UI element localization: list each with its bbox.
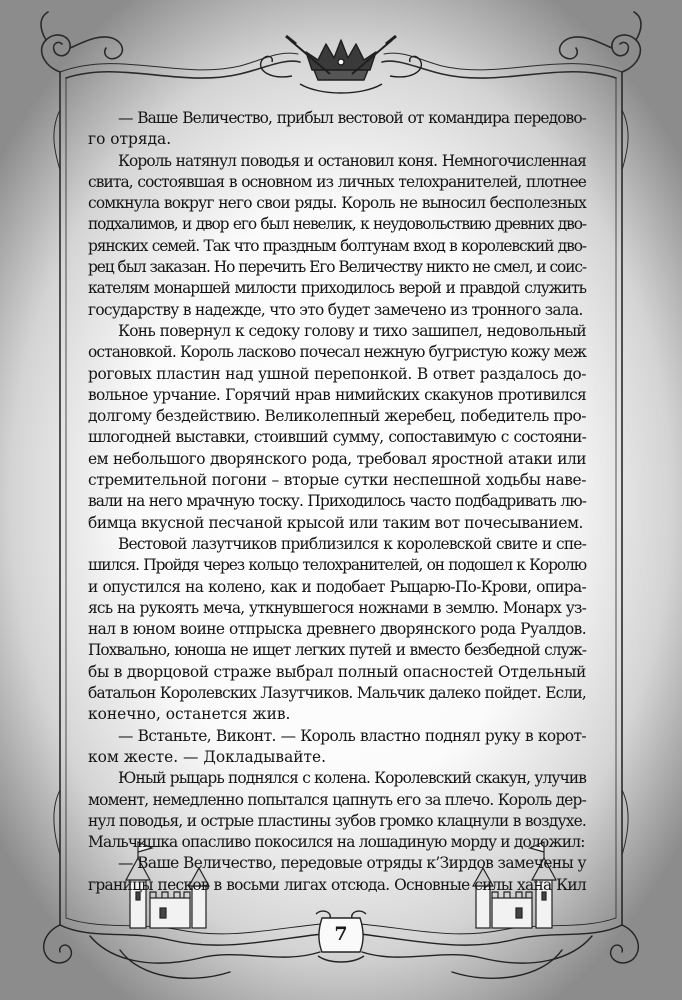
- body-text: [88, 108, 586, 896]
- text-line: границы песков в восьми лигах отсюда. Основные силы хана Кил: [88, 875, 586, 894]
- text-line: остановкой. Король ласково почесал нежную бугристую кожу меж: [88, 343, 586, 362]
- text-line: ком жесте. — Докладывайте.: [88, 747, 327, 766]
- text-line: шлогодней выставки, стоивший сумму, сопоставимую с состояни-: [88, 428, 586, 447]
- text-line: Вестовой лазутчиков приблизился к королевской свите и спе-: [118, 534, 586, 553]
- text-line: Мальчишка опасливо покосился на лошадиную морду и доложил:: [88, 833, 585, 852]
- text-line: роговых пластин над ушной перепонкой. В ответ раздалось до-: [88, 364, 586, 383]
- text-line: свита, состоявшая в основном из личных телохранителей, плотнее: [88, 172, 586, 191]
- text-line: нал в юном воине отпрыска древнего дворянского рода Руалдов.: [88, 620, 586, 639]
- text-line: кателям монаршей милости приходилось верой и правдой служить: [88, 279, 586, 298]
- text-line: — Встаньте, Виконт. — Король властно поднял руку в корот-: [118, 726, 586, 745]
- page-number: 7: [334, 923, 348, 945]
- text-line: шился. Пройдя через кольцо телохранителей, он подошел к Королю: [88, 556, 586, 575]
- text-line: стремительной погони – вторые сутки неспешной ходьбы наве-: [88, 471, 586, 490]
- text-line: сомкнула вокруг него свои ряды. Король не выносил бесполезных: [88, 194, 586, 213]
- text-line: подхалимов, и двор его был невелик, к неудовольствию древних дво-: [88, 215, 586, 234]
- text-line: ем небольшого дворянского рода, требовал яростной атаки или: [88, 449, 586, 468]
- text-line: рец был заказан. Но перечить Его Величеству никто не смел, и соис-: [88, 258, 586, 277]
- text-line: Юный рыцарь поднялся с колена. Королевский скакун, улучив: [118, 769, 586, 788]
- text-line: государству в надежде, что это будет замечено из тронного зала.: [88, 300, 583, 319]
- text-line: — Ваше Величество, прибыл вестовой от командира передово-: [118, 109, 586, 127]
- text-line: и опустился на колено, как и подобает Рыцарю-По-Крови, опира-: [88, 577, 586, 596]
- text-line: вольное урчание. Горячий нрав нимийских скакунов противился: [88, 385, 586, 404]
- text-line: бы в дворцовой страже выбрал полный опасностей Отдельный: [88, 662, 586, 681]
- text-line: момент, немедленно попытался цапнуть его за плечо. Король дер-: [88, 790, 586, 809]
- text-line: — Ваше Величество, передовые отряды к’Зирдов замечены у: [118, 854, 586, 873]
- text-line: рянских семей. Так что праздным болтунам вход в королевский дво-: [88, 236, 586, 255]
- text-line: го отряда.: [88, 130, 172, 149]
- text-line: Конь повернул к седоку голову и тихо зашипел, недовольный: [118, 321, 586, 340]
- text-line: бимца вкусной песчаной крысой или таким вот почесыванием.: [88, 513, 584, 532]
- text-line: Король натянул поводья и остановил коня. Немногочисленная: [118, 151, 586, 170]
- crown-crest: [261, 36, 422, 93]
- text-line: ясь на рукоять меча, уткнувшегося ножнами в землю. Монарх уз-: [88, 598, 586, 617]
- text-line: батальон Королевских Лазутчиков. Мальчик далеко пойдет. Если,: [88, 684, 586, 703]
- text-line: конечно, останется жив.: [88, 705, 291, 724]
- text-line: нул поводья, и острые пластины зубов громко клацнули в воздухе.: [88, 811, 586, 830]
- text-line: долгому бездействию. Великолепный жеребец, победитель про-: [88, 407, 586, 426]
- text-line: Похвально, юноша не ищет легких путей и вместо безбедной служ-: [88, 641, 586, 660]
- text-line: вали на него мрачную тоску. Приходилось часто подбадривать лю-: [88, 492, 586, 511]
